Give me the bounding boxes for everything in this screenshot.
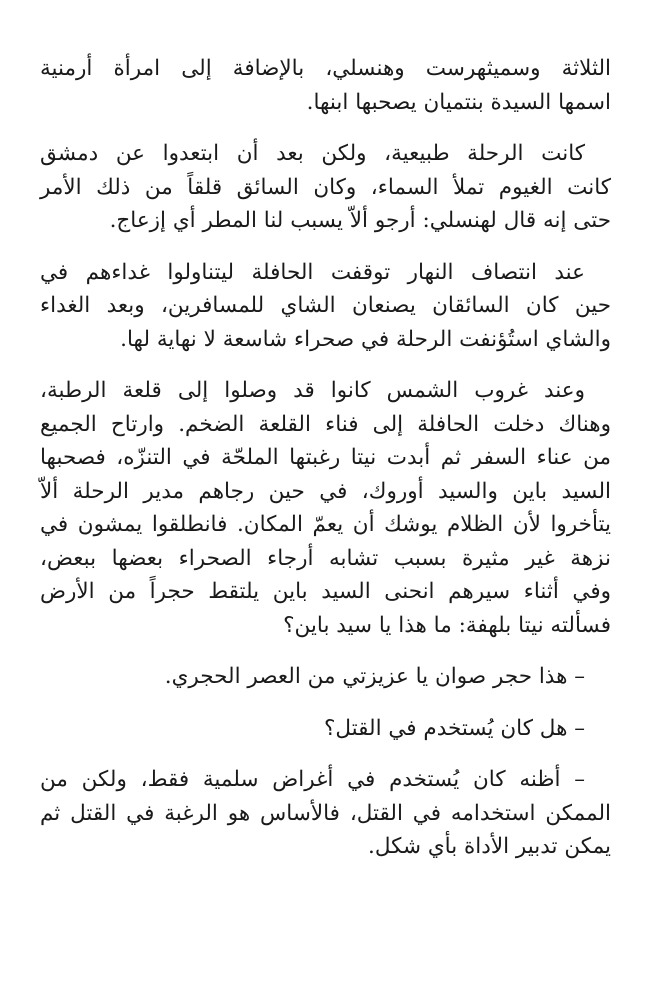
dialogue-line-1 [40, 660, 611, 694]
text-line: حين كان السائقان يصنعان الشاي للمسافرين، وبعد الغداء [40, 293, 611, 318]
text-line: – هل كان يُستخدم في القتل؟ [323, 715, 585, 741]
text-line: من عناء السفر ثم أبدت نيتا رغبتها الملحّة في التنزّه، فصحبها [40, 445, 611, 470]
text-line: اسمها السيدة بنتميان يصحبها ابنها. [306, 89, 611, 115]
dialogue-line-3 [40, 763, 611, 864]
text-line: كانت الرحلة طبيعية، ولكن بعد أن ابتعدوا عن دمشق [40, 141, 585, 166]
text-line: عند انتصاف النهار توقفت الحافلة ليتناولوا غداءهم في [40, 259, 585, 285]
text-line: الثلاثة وسميثهرست وهنسلي، بالإضافة إلى امرأة أرمنية [40, 56, 611, 81]
paragraph-1 [40, 52, 611, 119]
dialogue-line-2 [40, 712, 611, 746]
text-line: حتى إنه قال لهنسلي: أرجو ألاّ يسبب لنا المطر أي إزعاج. [109, 208, 611, 233]
text-line: وهناك دخلت الحافلة إلى فناء القلعة الضخم. وارتاح الجميع [40, 411, 611, 437]
text-line: – أظنه كان يُستخدم في أغراض سلمية فقط، ولكن من [40, 767, 585, 792]
text-line: نزهة غير مثيرة بسبب تشابه أرجاء الصحراء بعضها ببعض، [40, 545, 611, 571]
text-line: وفي أثناء سيرهم انحنى السيد باين يلتقط حجراً من الأرض [40, 579, 611, 604]
text-line: يمكن تدبير الأداة بأي شكل. [367, 834, 611, 859]
paragraph-3 [40, 256, 611, 357]
text-line: والشاي استُؤنفت الرحلة في صحراء شاسعة لا نهاية لها. [120, 326, 611, 352]
text-line: الممكن استخدامه في القتل، فالأساس هو الرغبة في القتل ثم [40, 800, 611, 826]
paragraph-2 [40, 137, 611, 238]
text-line: فسألته نيتا بلهفة: ما هذا يا سيد باين؟ [283, 612, 611, 638]
text-line: وعند غروب الشمس كانوا قد وصلوا إلى قلعة الرطبة، [40, 378, 585, 403]
text-line: كانت الغيوم تملأ السماء، وكان السائق قلقاً من ذلك الأمر [40, 174, 611, 200]
text-line: السيد باين والسيد أوروك، في حين رجاهم مدير الرحلة ألاّ [40, 478, 611, 504]
text-line: – هذا حجر صوان يا عزيزتي من العصر الحجري. [164, 664, 585, 689]
paragraph-4 [40, 374, 611, 642]
text-line: يتأخروا لأن الظلام يوشك أن يعمّ المكان. فانطلقوا يمشون في [40, 512, 611, 537]
